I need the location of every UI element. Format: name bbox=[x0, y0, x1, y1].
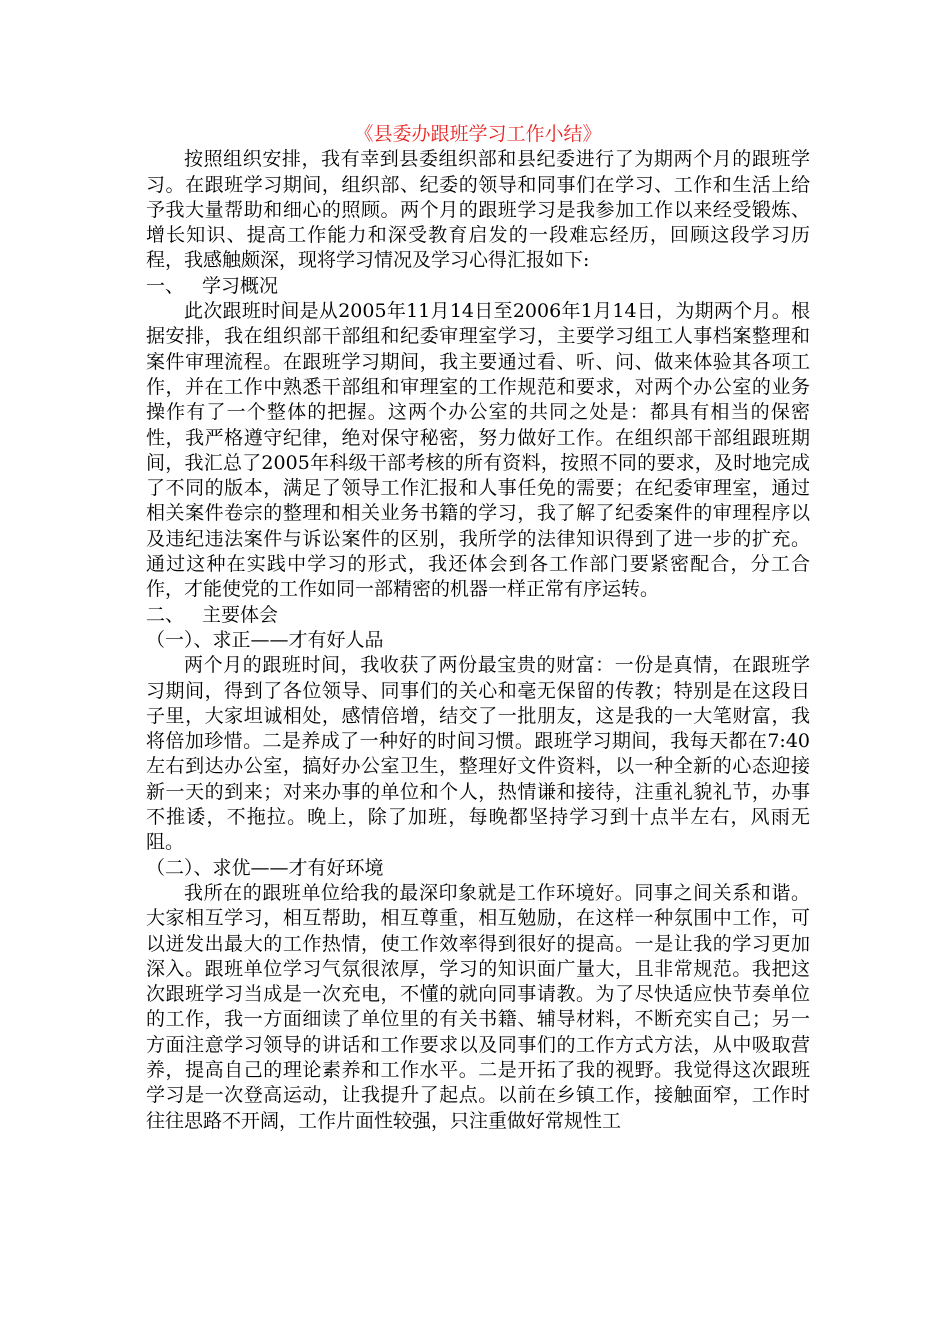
section-paragraph-1: 此次跟班时间是从2005年11月14日至2006年1月14日，为期两个月。根据安排，我在组织部干部组和纪委审理室学习，主要学习组工人事档案整理和案件审理流程。在跟班学习期间，我主要通过看、听、问、做来体验其各项工作，并在工作中熟悉干部组和审理室的工作规范和要求，对两个办公室的业务操作有了一个整体的把握。这两个办公室的共同之处是：都具有相当的保密性，我严格遵守纪律，绝对保守秘密，努力做好工作。在组织部干部组跟班期间，我汇总了2005年科级干部考核的所有资料，按照不同的要求，及时地完成了不同的版本，满足了领导工作汇报和人事任免的需要；在纪委审理室，通过相关案件卷宗的整理和相关业务书籍的学习，我了解了纪委案件的审理程序以及违纪违法案件与诉讼案件的区别，我所学的法律知识得到了进一步的扩充。通过这种在实践中学习的形式，我还体会到各工作部门要紧密配合，分工合作，才能使党的工作如同一部精密的机器一样正常有序运转。 bbox=[146, 300, 810, 601]
section-title-1: 学习概况 bbox=[202, 274, 279, 297]
section-title-2: 主要体会 bbox=[202, 603, 279, 626]
subsection-heading-1: （一）、求正——才有好人品 bbox=[146, 628, 384, 651]
section-heading-1 bbox=[146, 274, 810, 299]
document-title: 《县委办跟班学习工作小结》 bbox=[354, 123, 602, 145]
subsection-paragraph-2: 我所在的跟班单位给我的最深印象就是工作环境好。同事之间关系和谐。大家相互学习，相互帮助，相互尊重，相互勉励，在这样一种氛围中工作，可以迸发出最大的工作热情，使工作效率得到很好的提高。一是让我的学习更加深入。跟班单位学习气氛很浓厚，学习的知识面广量大，且非常规范。我把这次跟班学习当成是一次充电，不懂的就向同事请教。为了尽快适应快节奏单位的工作，我一方面细读了单位里的有关书籍、辅导材料，不断充实自己；另一方面注意学习领导的讲话和工作要求以及同事们的工作方式方法，从中吸取营养，提高自己的理论素养和工作水平。二是开拓了我的视野。我觉得这次跟班学习是一次登高运动，让我提升了起点。以前在乡镇工作，接触面窄，工作时往往思路不开阔，工作片面性较强，只注重做好常规性工 bbox=[146, 881, 810, 1132]
intro-paragraph: 按照组织安排，我有幸到县委组织部和县纪委进行了为期两个月的跟班学习。在跟班学习期间，组织部、纪委的领导和同事们在学习、工作和生活上给予我大量帮助和细心的照顾。两个月的跟班学习是我参加工作以来经受锻炼、增长知识、提高工作能力和深受教育启发的一段难忘经历，回顾这段学习历程，我感触颇深，现将学习情况及学习心得汇报如下: bbox=[146, 148, 810, 272]
document-body bbox=[146, 122, 810, 1134]
subsection-heading-2: （二）、求优——才有好环境 bbox=[146, 856, 384, 879]
section-heading-2 bbox=[146, 603, 810, 628]
section-number-1: 一、 bbox=[146, 274, 185, 297]
section-number-2: 二、 bbox=[146, 603, 185, 626]
subsection-paragraph-1: 两个月的跟班时间，我收获了两份最宝贵的财富：一份是真情，在跟班学习期间，得到了各位领导、同事们的关心和毫无保留的传教；特别是在这段日子里，大家坦诚相处，感情倍增，结交了一批朋友，这是我的一大笔财富，我将倍加珍惜。二是养成了一种好的时间习惯。跟班学习期间，我每天都在7:40左右到达办公室，搞好办公室卫生，整理好文件资料，以一种全新的心态迎接新一天的到来；对来办事的单位和个人，热情谦和接待，注重礼貌礼节，办事不推诿，不拖拉。晚上，除了加班，每晚都坚持学习到十点半左右，风雨无阻。 bbox=[146, 654, 810, 854]
